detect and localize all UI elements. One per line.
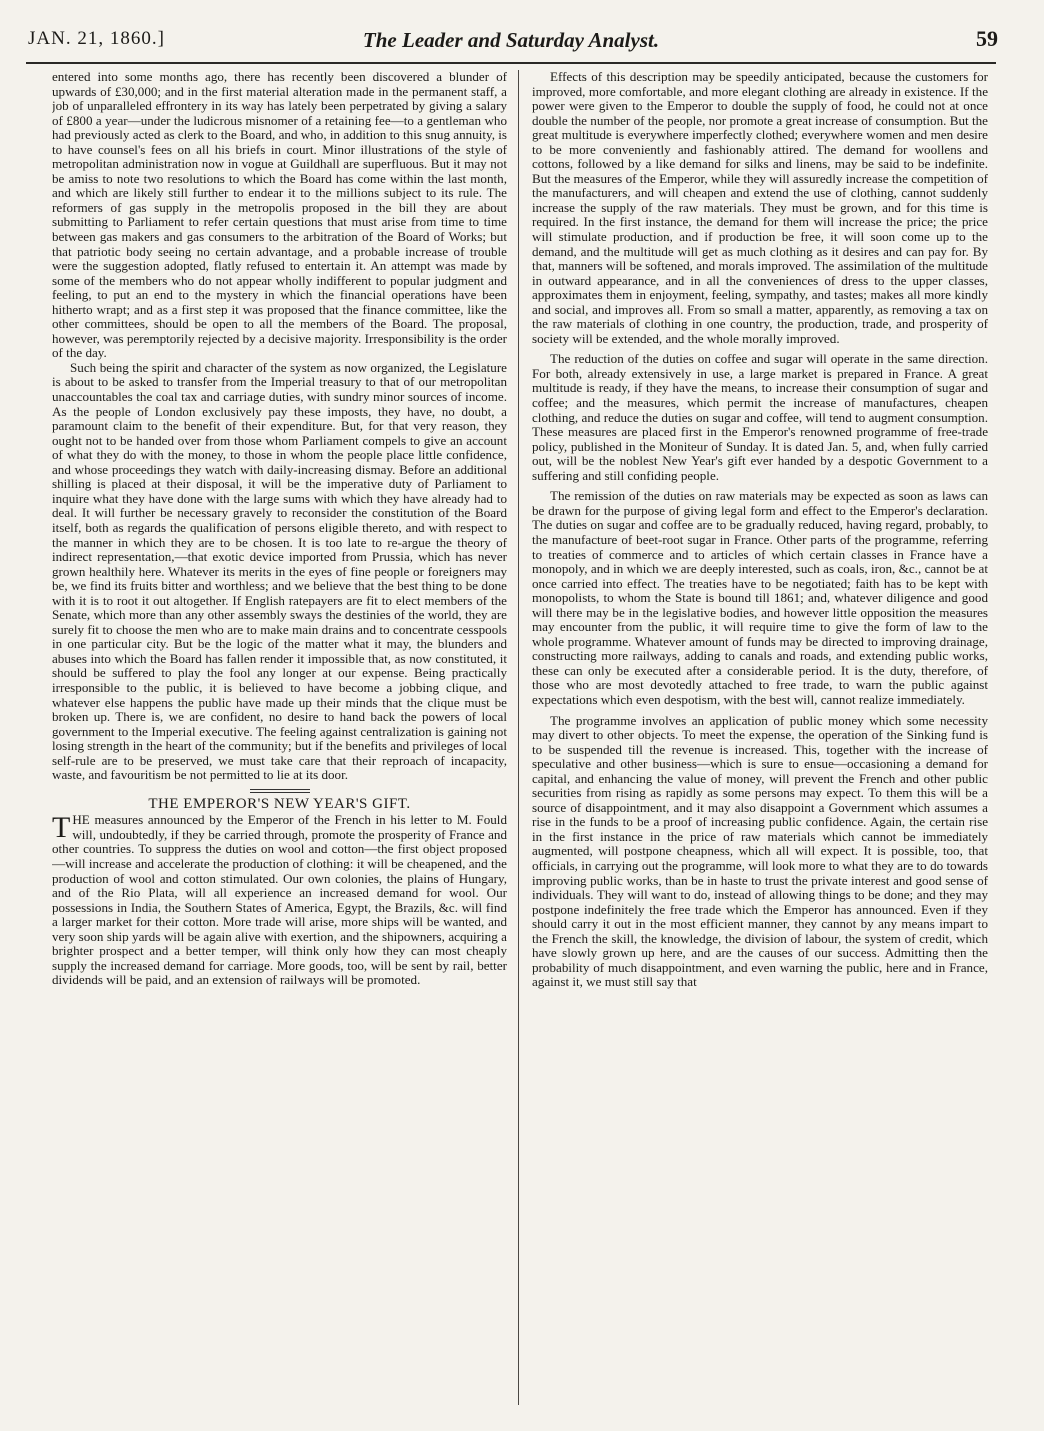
article-opening-text: HE measures announced by the Emperor of the French in his letter to M. Fould will, undoubtedly, if they be carried through, promote the prosperity of France and other countries. To suppress the duties on wool and cotton—the first object proposed—will increase and accelerate the production of clothing: it will be cheapened, and the production of wool and cotton stimulated. Our own colonies, the plains of Hungary, and of the Rio Plata, will all experience an increased demand for wool. Our possessions in India, the Southern States of America, Egypt, the Brazils, &c. will find a larger market for their cotton. More trade will arise, more ships will be wanted, and very soon ship yards will be again alive with exertion, and the shipowners, acquiring a brighter prospect and a better temper, will think only how they can most cheaply supply the increased demand for carriage. More goods, too, will be sent by rail, better dividends will be paid, and an extension of railways will be promoted. — [52, 812, 507, 988]
article-heading: THE EMPEROR'S NEW YEAR'S GIFT. — [148, 795, 411, 812]
article-paragraph: entered into some months ago, there has recently been discovered a blunder of upwards of £30,000; and in the first material alteration made in the permanent staff, a job of unparalleled effrontery in its way has lately been perpetrated by giving a salary of £800 a year—under the ludicrous misnomer of a retaining fee—to a gentleman who had previously acted as clerk to the Board, and who, in addition to this snug annuity, is to have counsel's fees on all his briefs in court. Minor illustrations of the style of metropolitan administration now in vogue at Guildhall are superfluous. But it may not be amiss to note two resolutions to which the Board has come within the last month, and which are likely still further to endear it to the millions subject to its rule. The reformers of gas supply in the metropolis proposed in the bill they are about submitting to Parliament to refer certain questions that must arise from time to time between gas makers and gas consumers to the arbitration of the Board of Works; but that patriotic body seeing no certain advantage, and a probable increase of trouble were the suggestion adopted, flatly refused to entertain it. An attempt was made by some of the members who do not appear wholly indifferent to popular judgment and feeling, to put an end to the mystery in which the financial operations have been hitherto wrapt; and as a first step it was proposed that the finance committee, like the other committees, should be open to all the members of the Board. The proposal, however, was peremptorily rejected by a decisive majority. Irresponsibility is the order of the day. — [52, 70, 507, 361]
issue-date: JAN. 21, 1860.] — [28, 28, 165, 49]
article-paragraph: Such being the spirit and character of the system as now organized, the Legislature is about to be asked to transfer from the Imperial treasury to that of our metropolitan unaccountables the coal tax and carriage duties, with sundry minor sources of income. As the people of London exclusively pay these imposts, they have, no doubt, a paramount claim to the benefit of their expenditure. But, for that very reason, they ought not to be handed over from those whom Parliament compels to give an account of what they do with the money, to those in whom the people place little confidence, and whose proceedings they watch with daily-increasing dismay. Before an additional shilling is placed at their disposal, it will be the imperative duty of Parliament to inquire what they have done with the large sums with which they have already had to deal. It will further be necessary gravely to reconsider the constitution of the Board itself, both as regards the qualification of persons eligible thereto, and with respect to the manner in which they are to be chosen. It is too late to re-argue the theory of indirect representation,—that exotic device imported from Prussia, which has never grown healthily here. Whatever its merits in the eyes of fine people or foreigners may be, we find its fruits bitter and worthless; and we believe that the best thing to be done with it is to root it out altogether. If English ratepayers are fit to elect members of the Senate, which more than any other assembly sways the destinies of the world, they are surely fit to choose the men who are to make main drains and to concentrate cesspools in one particular city. But be the logic of the matter what it may, the blunders and abuses into which the Board has fallen render it impossible that, as now constituted, it should be suffered to play the fool any longer at our expense. Being practically irresponsible to the public, it is believed to have become a jobbing clique, and whatever else happens the public have made up their minds that the clique must be broken up. There is, we are confident, no desire to hand back the powers of local government to the Imperial executive. The feeling against centralization is gaining not losing strength in the heart of the community; but if the benefits and privileges of local self-rule are to be preserved, we must take care that their reproach of incapacity, waste, and favouritism be not permitted to lie at its door. — [52, 359, 507, 783]
left-column — [52, 70, 507, 1420]
column-rule — [518, 70, 519, 1405]
article-paragraph: The programme involves an application of public money which some necessity may divert to other objects. To meet the expense, the operation of the Sinking fund is to be suspended till the revenue is increased. This, together with the increase of speculative and other business—which is sure to ensue—occasioning a demand for capital, and enhancing the value of money, will prevent the French and other public securities from rising as rapidly as some persons may expect. To them this will be a source of disappointment, and it may also disappoint a Government which assumes a rise in the funds to be a proof of increasing public confidence. Again, the certain rise in the first instance in the price of raw materials which cannot be immediately augmented, will postpone cheapness, which all will expect. It is possible, too, that officials, in carrying out the programme, will look more to what they are to do towards improving public works, than be in haste to trust the private interest and good sense of individuals. They will want to do, instead of allowing things to be done; and they may postpone indefinitely the free trade which the Emperor has announced. Even if they should carry it out in the most efficient manner, they cannot by any means impart to the French the skill, the knowledge, the division of labour, the system of credit, which have slowly grown up here, and are the causes of our success. Admitting then the probability of much disappointment, and even warning the public, here and in France, against it, we must still say that — [532, 712, 988, 990]
drop-cap: T — [52, 811, 71, 845]
article-paragraph: The reduction of the duties on coffee and sugar will operate in the same direction. For both, already extensively in use, a large market is prepared in France. A great multitude is ready, if they have the means, to increase their consumption of sugar and coffee; and the measures, which permit the increase of manufactures, cheapen clothing, and reduce the duties on sugar and coffee, will tend to augment consumption. These measures are placed first in the Emperor's renowned programme of free-trade policy, published in the Moniteur of Sunday. It is dated Jan. 5, and, when fully carried out, will be the noblest New Year's gift ever handed by a despotic Government to a suffering and still confiding people. — [532, 351, 988, 483]
article-paragraph: The remission of the duties on raw materials may be expected as soon as laws can be drawn for the purpose of giving legal form and effect to the Emperor's declaration. The duties on sugar and coffee are to be gradually reduced, having regard, probably, to the manufacture of beet-root sugar in France. Other parts of the programme, referring to treaties of commerce and to articles of which certain classes in France have a monopoly, and in which we are deeply interested, such as coals, iron, &c., cannot be at once carried into effect. The treaties have to be negotiated; faith has to be kept with monopolists, to whom the State is bound till 1861; and, whatever diligence and good will there may be in the legislative bodies, and however little opposition the measures may encounter from the public, it will require time to give the form of law to the whole programme. Whatever amount of funds may be directed to improving drainage, constructing more railways, adding to canals and roads, and extending public works, these can only be executed after a considerable period. It is the duty, therefore, of those who are most devotedly attached to free trade, to warn the public against expectations which even despotism, with the best will, cannot realize immediately. — [532, 488, 988, 707]
article-paragraph: Effects of this description may be speedily anticipated, because the customers for improved, more comfortable, and more elegant clothing are already in existence. If the power were given to the Emperor to double the supply of food, he could not at once double the number of the people, nor promote a great increase of consumption. But the great multitude is everywhere imperfectly clothed; everywhere women and men desire to be more conveniently and fashionably attired. The demand for woollens and cottons, followed by a like demand for silks and linens, may be said to be indefinite. But the measures of the Emperor, while they will assuredly increase the competition of the manufacturers, and will cheapen and extend the use of clothing, cannot suddenly increase the supply of the raw materials. They must be grown, and for this time is required. In the first instance, the demand for them will increase the price; the price will stimulate production, and if production be free, it will soon come up to the demand, and the multitude will get as much clothing as it desires and can pay for. By that, manners will be softened, and morals improved. The assimilation of the multitude in outward appearance, and in all the conveniences of dress to the upper classes, approximates them in enjoyment, feeling, sympathy, and tastes; makes all more kindly and social, and improves all. From so small a matter, apparently, as removing a tax on the raw materials of clothing in one country, the production, trade, and prosperity of society will be extended, and the whole morally improved. — [532, 70, 988, 346]
page-number: 59 — [976, 26, 998, 51]
section-divider — [250, 789, 310, 793]
right-column — [532, 70, 988, 1420]
publication-title: The Leader and Saturday Analyst. — [362, 28, 660, 52]
article-opening-paragraph — [52, 813, 507, 988]
masthead — [26, 22, 996, 64]
